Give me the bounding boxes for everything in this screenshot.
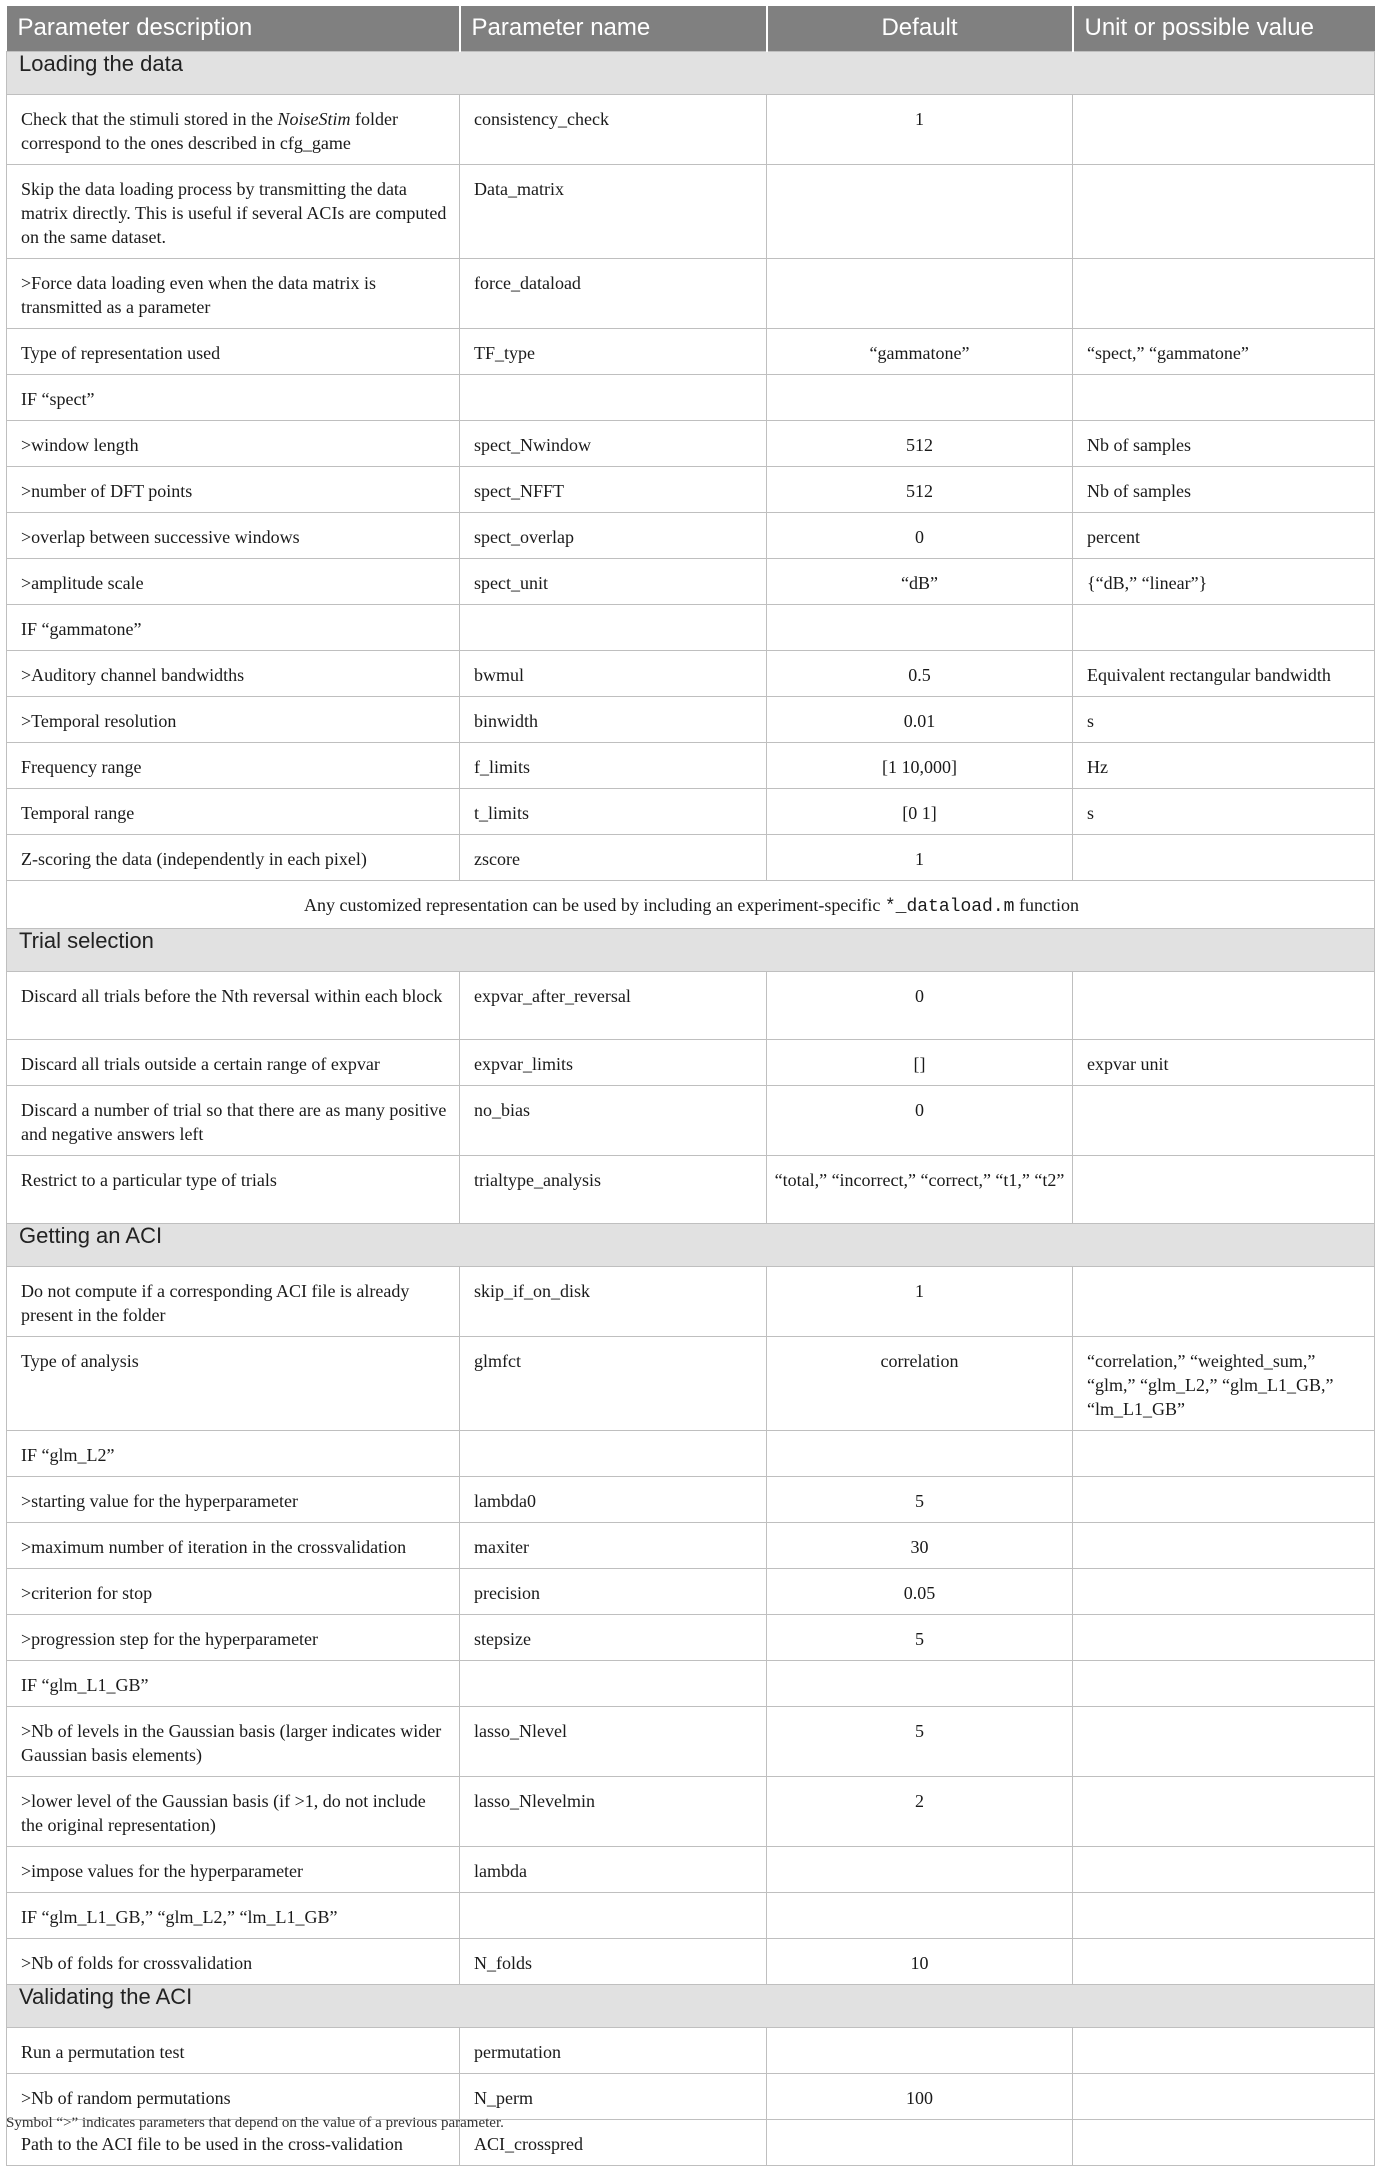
table-row xyxy=(7,1660,1375,1706)
default-cell: 0.01 xyxy=(767,696,1073,742)
table-row xyxy=(7,1892,1375,1938)
table-row xyxy=(7,1776,1375,1846)
section-title-trial: Trial selection xyxy=(7,928,1375,971)
description-cell: IF “glm_L1_GB” xyxy=(7,1660,460,1706)
unit-cell xyxy=(1073,1085,1375,1155)
name-cell: Data_matrix xyxy=(460,164,767,258)
table-row xyxy=(7,971,1375,1039)
name-cell: spect_NFFT xyxy=(460,466,767,512)
unit-cell xyxy=(1073,1266,1375,1336)
description-cell: Path to the ACI file to be used in the cross-validation xyxy=(7,2119,460,2165)
name-cell: f_limits xyxy=(460,742,767,788)
description-emphasis: NoiseStim xyxy=(277,108,351,129)
default-cell: “dB” xyxy=(767,558,1073,604)
unit-cell xyxy=(1073,1522,1375,1568)
default-cell: 1 xyxy=(767,1266,1073,1336)
default-cell: 1 xyxy=(767,834,1073,880)
table-row xyxy=(7,742,1375,788)
default-cell xyxy=(767,1430,1073,1476)
table-row xyxy=(7,466,1375,512)
name-cell: bwmul xyxy=(460,650,767,696)
default-cell xyxy=(767,2027,1073,2073)
section-row xyxy=(7,1984,1375,2027)
default-cell xyxy=(767,1846,1073,1892)
unit-cell: Equivalent rectangular bandwidth xyxy=(1073,650,1375,696)
section-title-loading: Loading the data xyxy=(7,51,1375,94)
name-cell: force_dataload xyxy=(460,258,767,328)
description-cell: >Auditory channel bandwidths xyxy=(7,650,460,696)
name-cell: skip_if_on_disk xyxy=(460,1266,767,1336)
table-row xyxy=(7,1846,1375,1892)
unit-cell: Nb of samples xyxy=(1073,466,1375,512)
table-row xyxy=(7,2073,1375,2119)
table-row xyxy=(7,1706,1375,1776)
default-cell: 10 xyxy=(767,1938,1073,1984)
default-cell: 512 xyxy=(767,420,1073,466)
description-cell: Temporal range xyxy=(7,788,460,834)
name-cell: ACI_crosspred xyxy=(460,2119,767,2165)
default-cell: 100 xyxy=(767,2073,1073,2119)
header-name: Parameter name xyxy=(460,6,767,51)
description-cell: IF “glm_L1_GB,” “glm_L2,” “lm_L1_GB” xyxy=(7,1892,460,1938)
default-cell: [] xyxy=(767,1039,1073,1085)
unit-cell xyxy=(1073,94,1375,164)
header-default: Default xyxy=(767,6,1073,51)
section-row xyxy=(7,928,1375,971)
table-row xyxy=(7,258,1375,328)
description-cell: >Nb of random permutations xyxy=(7,2073,460,2119)
table-row xyxy=(7,1430,1375,1476)
default-cell: [0 1] xyxy=(767,788,1073,834)
name-cell: consistency_check xyxy=(460,94,767,164)
default-cell: 2 xyxy=(767,1776,1073,1846)
description-cell: Discard a number of trial so that there are as many positive and negative answers left xyxy=(7,1085,460,1155)
name-cell: spect_Nwindow xyxy=(460,420,767,466)
default-cell: 30 xyxy=(767,1522,1073,1568)
name-cell: spect_unit xyxy=(460,558,767,604)
unit-cell xyxy=(1073,1938,1375,1984)
description-cell: IF “spect” xyxy=(7,374,460,420)
unit-cell xyxy=(1073,604,1375,650)
table-note-row xyxy=(7,880,1375,928)
description-cell: Discard all trials outside a certain range of expvar xyxy=(7,1039,460,1085)
table-header-row xyxy=(7,6,1375,51)
default-cell xyxy=(767,2119,1073,2165)
default-cell xyxy=(767,258,1073,328)
unit-cell xyxy=(1073,834,1375,880)
unit-cell xyxy=(1073,1846,1375,1892)
name-cell: lasso_Nlevelmin xyxy=(460,1776,767,1846)
note-text: Any customized representation can be used by including an experiment-specific xyxy=(304,894,885,915)
table-row xyxy=(7,1039,1375,1085)
name-cell: t_limits xyxy=(460,788,767,834)
unit-cell: Hz xyxy=(1073,742,1375,788)
table-row xyxy=(7,558,1375,604)
description-cell: Discard all trials before the Nth reversal within each block xyxy=(7,971,460,1039)
default-cell: 5 xyxy=(767,1614,1073,1660)
parameter-table xyxy=(6,6,1375,2166)
header-description: Parameter description xyxy=(7,6,460,51)
description-cell: Z-scoring the data (independently in each pixel) xyxy=(7,834,460,880)
unit-cell xyxy=(1073,1430,1375,1476)
section-row xyxy=(7,1223,1375,1266)
unit-cell xyxy=(1073,258,1375,328)
description-cell: >Nb of folds for crossvalidation xyxy=(7,1938,460,1984)
unit-cell: {“dB,” “linear”} xyxy=(1073,558,1375,604)
description-cell: >Temporal resolution xyxy=(7,696,460,742)
unit-cell xyxy=(1073,1155,1375,1223)
name-cell: TF_type xyxy=(460,328,767,374)
table-row xyxy=(7,374,1375,420)
table-row xyxy=(7,2027,1375,2073)
name-cell: spect_overlap xyxy=(460,512,767,558)
section-title-validating: Validating the ACI xyxy=(7,1984,1375,2027)
table-row xyxy=(7,604,1375,650)
description-cell: Frequency range xyxy=(7,742,460,788)
unit-cell: s xyxy=(1073,696,1375,742)
description-cell: >Force data loading even when the data matrix is transmitted as a parameter xyxy=(7,258,460,328)
default-cell: 5 xyxy=(767,1706,1073,1776)
default-cell: 5 xyxy=(767,1476,1073,1522)
name-cell xyxy=(460,1430,767,1476)
description-cell: >criterion for stop xyxy=(7,1568,460,1614)
default-cell: 1 xyxy=(767,94,1073,164)
name-cell: maxiter xyxy=(460,1522,767,1568)
name-cell: binwidth xyxy=(460,696,767,742)
default-cell: “total,” “incorrect,” “correct,” “t1,” “t2” xyxy=(767,1155,1073,1223)
description-cell: >overlap between successive windows xyxy=(7,512,460,558)
name-cell: lasso_Nlevel xyxy=(460,1706,767,1776)
name-cell: glmfct xyxy=(460,1336,767,1430)
description-cell: Type of analysis xyxy=(7,1336,460,1430)
default-cell: correlation xyxy=(767,1336,1073,1430)
description-cell: >lower level of the Gaussian basis (if >1, do not include the original representation) xyxy=(7,1776,460,1846)
description-cell: >starting value for the hyperparameter xyxy=(7,1476,460,1522)
description-cell: >amplitude scale xyxy=(7,558,460,604)
header-unit: Unit or possible value xyxy=(1073,6,1375,51)
table-row xyxy=(7,788,1375,834)
description-cell: IF “gammatone” xyxy=(7,604,460,650)
description-cell: >Nb of levels in the Gaussian basis (larger indicates wider Gaussian basis elements) xyxy=(7,1706,460,1776)
description-cell: Do not compute if a corresponding ACI file is already present in the folder xyxy=(7,1266,460,1336)
table-row xyxy=(7,1336,1375,1430)
unit-cell xyxy=(1073,1892,1375,1938)
table-row xyxy=(7,696,1375,742)
default-cell: [1 10,000] xyxy=(767,742,1073,788)
default-cell xyxy=(767,164,1073,258)
description-cell: IF “glm_L2” xyxy=(7,1430,460,1476)
unit-cell: percent xyxy=(1073,512,1375,558)
name-cell xyxy=(460,1892,767,1938)
unit-cell: expvar unit xyxy=(1073,1039,1375,1085)
table-row xyxy=(7,512,1375,558)
default-cell: 0 xyxy=(767,512,1073,558)
section-title-getting: Getting an ACI xyxy=(7,1223,1375,1266)
unit-cell xyxy=(1073,164,1375,258)
table-row xyxy=(7,328,1375,374)
unit-cell xyxy=(1073,1568,1375,1614)
description-cell: >window length xyxy=(7,420,460,466)
note-code: *_dataload.m xyxy=(884,896,1015,917)
table-footnote: Symbol “>” indicates parameters that depend on the value of a previous parameter. xyxy=(6,2115,504,2131)
table-row xyxy=(7,94,1375,164)
default-cell: 0 xyxy=(767,1085,1073,1155)
description-cell: Type of representation used xyxy=(7,328,460,374)
name-cell: permutation xyxy=(460,2027,767,2073)
name-cell: N_folds xyxy=(460,1938,767,1984)
description-cell: >maximum number of iteration in the crossvalidation xyxy=(7,1522,460,1568)
unit-cell xyxy=(1073,1476,1375,1522)
description-cell: Restrict to a particular type of trials xyxy=(7,1155,460,1223)
table-row xyxy=(7,1155,1375,1223)
default-cell xyxy=(767,604,1073,650)
table-row xyxy=(7,1614,1375,1660)
table-row xyxy=(7,164,1375,258)
default-cell: 0.5 xyxy=(767,650,1073,696)
unit-cell: “spect,” “gammatone” xyxy=(1073,328,1375,374)
description-cell: Run a permutation test xyxy=(7,2027,460,2073)
default-cell xyxy=(767,374,1073,420)
default-cell: 0.05 xyxy=(767,1568,1073,1614)
table-row xyxy=(7,1085,1375,1155)
description-text: Check that the stimuli stored in the xyxy=(21,108,278,129)
unit-cell xyxy=(1073,971,1375,1039)
name-cell: expvar_limits xyxy=(460,1039,767,1085)
default-cell: “gammatone” xyxy=(767,328,1073,374)
default-cell xyxy=(767,1660,1073,1706)
description-cell: Skip the data loading process by transmitting the data matrix directly. This is useful if several ACIs are computed on the same dataset. xyxy=(7,164,460,258)
unit-cell xyxy=(1073,374,1375,420)
name-cell: no_bias xyxy=(460,1085,767,1155)
description-cell: >impose values for the hyperparameter xyxy=(7,1846,460,1892)
section-row xyxy=(7,51,1375,94)
table-row xyxy=(7,1938,1375,1984)
name-cell: lambda0 xyxy=(460,1476,767,1522)
parameter-table-wrapper xyxy=(6,6,1374,2166)
description-text: folder correspond to the ones described in cfg_game xyxy=(21,108,398,153)
default-cell: 0 xyxy=(767,971,1073,1039)
customization-note xyxy=(7,880,1375,928)
name-cell xyxy=(460,604,767,650)
table-row xyxy=(7,834,1375,880)
default-cell: 512 xyxy=(767,466,1073,512)
table-row xyxy=(7,1568,1375,1614)
name-cell: lambda xyxy=(460,1846,767,1892)
unit-cell xyxy=(1073,2073,1375,2119)
unit-cell: s xyxy=(1073,788,1375,834)
table-row xyxy=(7,650,1375,696)
unit-cell xyxy=(1073,1706,1375,1776)
name-cell: precision xyxy=(460,1568,767,1614)
unit-cell xyxy=(1073,2027,1375,2073)
table-row xyxy=(7,420,1375,466)
note-text: function xyxy=(1014,894,1079,915)
unit-cell xyxy=(1073,1660,1375,1706)
description-cell: >progression step for the hyperparameter xyxy=(7,1614,460,1660)
description-cell xyxy=(7,94,460,164)
name-cell: stepsize xyxy=(460,1614,767,1660)
table-row xyxy=(7,1476,1375,1522)
unit-cell: Nb of samples xyxy=(1073,420,1375,466)
table-row xyxy=(7,1522,1375,1568)
unit-cell xyxy=(1073,1614,1375,1660)
unit-cell: “correlation,” “weighted_sum,” “glm,” “glm_L2,” “glm_L1_GB,” “lm_L1_GB” xyxy=(1073,1336,1375,1430)
name-cell xyxy=(460,374,767,420)
unit-cell xyxy=(1073,1776,1375,1846)
default-cell xyxy=(767,1892,1073,1938)
name-cell xyxy=(460,1660,767,1706)
name-cell: N_perm xyxy=(460,2073,767,2119)
table-row xyxy=(7,1266,1375,1336)
name-cell: trialtype_analysis xyxy=(460,1155,767,1223)
description-cell: >number of DFT points xyxy=(7,466,460,512)
unit-cell xyxy=(1073,2119,1375,2165)
name-cell: zscore xyxy=(460,834,767,880)
name-cell: expvar_after_reversal xyxy=(460,971,767,1039)
